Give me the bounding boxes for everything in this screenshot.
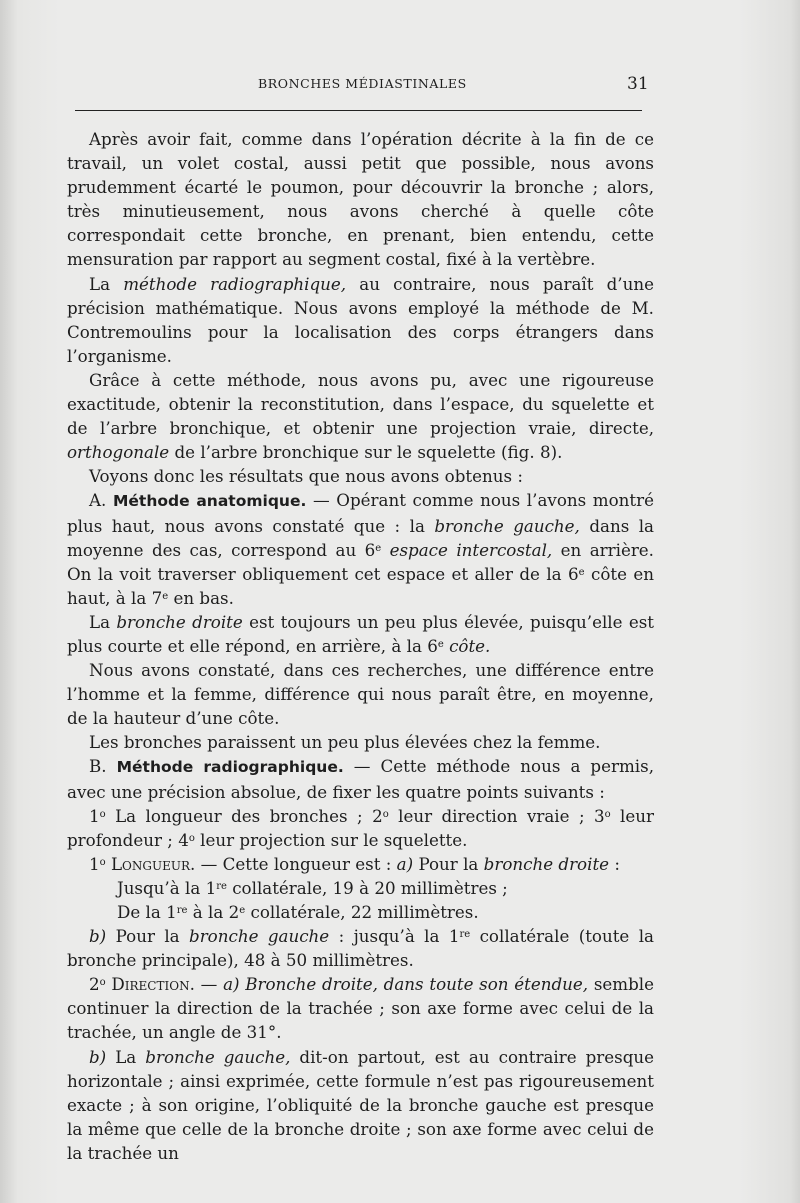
text-run: leur direction vraie ; 3 bbox=[388, 805, 605, 826]
superscript: re bbox=[176, 905, 188, 916]
paragraph-5 bbox=[67, 488, 654, 609]
text-run: côte en haut, à la 7 bbox=[67, 563, 654, 608]
italic-term: bronche droite bbox=[483, 853, 610, 874]
superscript: e bbox=[239, 905, 246, 916]
superscript: o bbox=[604, 808, 611, 820]
header-rule bbox=[75, 110, 642, 111]
superscript: e bbox=[437, 638, 444, 650]
italic-term: a) Bronche droite, dans toute son étendue, bbox=[223, 974, 589, 995]
text-run: 2 bbox=[89, 974, 100, 995]
italic-term: espace intercostal, bbox=[381, 539, 553, 560]
text-run: — Opérant comme nous l’avons montré plus haut, nous avons constaté que : la bbox=[67, 490, 654, 536]
text-run: La longueur des bronches ; 2 bbox=[105, 805, 383, 826]
italic-term: a) bbox=[396, 853, 414, 874]
superscript: o bbox=[99, 856, 106, 868]
page-number: 31 bbox=[627, 74, 649, 94]
text-run: leur projection sur le squelette. bbox=[194, 829, 468, 850]
text-run: dans la moyenne des cas, correspond au 6 bbox=[67, 515, 654, 560]
superscript: re bbox=[216, 880, 227, 892]
text-run: au contraire, nous paraît d’une précision mathématique. Nous avons employé la méthode de M. Contremoulins pour la localisation des corps étrangers dans l’organisme. bbox=[67, 273, 654, 366]
italic-term: côte. bbox=[443, 635, 491, 656]
text-run: en arrière. On la voit traverser obliquement cet espace et aller de la 6 bbox=[67, 539, 654, 584]
paragraph-4: Voyons donc les résultats que nous avons obtenus : bbox=[89, 466, 523, 487]
text-run: collatérale, 19 à 20 millimètres ; bbox=[226, 877, 508, 898]
subheading-direction: Direction. bbox=[105, 974, 195, 995]
superscript: re bbox=[459, 929, 471, 941]
text-run: De la 1 bbox=[117, 902, 177, 922]
text-run: à la 2 bbox=[187, 902, 240, 922]
superscript: e bbox=[162, 590, 169, 602]
text-run: collatérale, 22 millimètres. bbox=[245, 902, 479, 922]
paragraph-10 bbox=[67, 804, 654, 852]
measurement-line-1 bbox=[67, 876, 654, 900]
section-heading-radiographique: Méthode radiographique. bbox=[116, 758, 344, 777]
superscript: o bbox=[188, 832, 195, 844]
paragraph-8: Les bronches paraissent un peu plus élevées chez la femme. bbox=[89, 732, 601, 753]
text-run: La bbox=[106, 1046, 146, 1067]
text-run: 1 bbox=[89, 853, 100, 874]
italic-term: bronche gauche bbox=[189, 926, 330, 947]
text-run: La bbox=[89, 273, 124, 294]
text-run: Jusqu’à la 1 bbox=[117, 877, 217, 898]
text-run: de l’arbre bronchique sur le squelette (fig. 8). bbox=[169, 442, 563, 463]
section-heading-anatomique: Méthode anatomique. bbox=[112, 492, 307, 511]
subheading-longueur: Longueur. bbox=[105, 853, 196, 874]
paragraph-15 bbox=[67, 972, 654, 1044]
italic-term: bronche gauche, bbox=[434, 515, 580, 536]
paragraph-14 bbox=[67, 924, 654, 972]
text-run: La bbox=[89, 611, 117, 632]
italic-term: bronche droite bbox=[116, 611, 243, 632]
italic-term: orthogonale bbox=[67, 442, 170, 463]
text-run: semble continuer la direction de la trachée ; son axe forme avec celui de la trachée, un angle de 31°. bbox=[67, 974, 654, 1043]
text-run: Grâce à cette méthode, nous avons pu, avec une rigoureuse exactitude, obtenir la reconstitution, dans l’espace, du squelette et de l’arbre bronchique, et obtenir une projection vraie, directe, bbox=[67, 369, 654, 439]
running-title: BRONCHES MÉDIASTINALES bbox=[258, 76, 467, 91]
superscript: e bbox=[578, 566, 585, 578]
text-run: — Cette longueur est : bbox=[195, 853, 397, 874]
text-run: — bbox=[194, 974, 224, 995]
text-run: : jusqu’à la 1 bbox=[329, 926, 460, 947]
text-run: collatérale (toute la bronche principale), 48 à 50 millimètres. bbox=[67, 926, 654, 971]
section-label: B. bbox=[89, 756, 117, 777]
paragraph-7: Nous avons constaté, dans ces recherches, une différence entre l’homme et la femme, différence qui nous paraît être, en moyenne, de la hauteur d’une côte. bbox=[67, 660, 654, 729]
paragraph-1: Après avoir fait, comme dans l’opération décrite à la fin de ce travail, un volet costal, aussi petit que possible, nous avons prudemment écarté le poumon, pour découvrir la bronche ; alors, très minutieusement, nous avons cherché à quelle côte correspondait cette bronche, en prenant, bien entendu, cette mensuration par rapport au segment costal, fixé à la vertèbre. bbox=[67, 129, 654, 270]
text-run: en bas. bbox=[168, 587, 234, 608]
text-run: est toujours un peu plus élevée, puisqu’elle est plus courte et elle répond, en arrière, à la 6 bbox=[67, 611, 654, 656]
text-run: leur profondeur ; 4 bbox=[67, 805, 654, 850]
text-run: dit-on partout, est au contraire presque horizontale ; ainsi exprimée, cette formule n’est pas rigoureusement exacte ; à son origine, l’obliquité de la bronche gauche est presque la même que celle de la bronche droite ; son axe forme avec celui de la trachée un bbox=[67, 1046, 655, 1163]
italic-term: méthode radiographique, bbox=[123, 273, 347, 294]
paragraph-9 bbox=[67, 754, 654, 803]
superscript: e bbox=[375, 542, 382, 554]
paragraph-16 bbox=[67, 1045, 654, 1165]
paragraph-2 bbox=[67, 272, 654, 368]
superscript: o bbox=[382, 808, 389, 820]
section-label: A. bbox=[89, 490, 113, 511]
superscript: o bbox=[99, 808, 106, 820]
italic-term: b) bbox=[89, 1046, 107, 1067]
body-text bbox=[67, 127, 654, 1165]
italic-term: bronche gauche, bbox=[145, 1046, 291, 1067]
paragraph-6 bbox=[67, 610, 654, 658]
text-run: — Cette méthode nous a permis, avec une précision absolue, de fixer les quatre points suivants : bbox=[67, 756, 654, 802]
italic-term: b) bbox=[89, 926, 107, 947]
text-run: 1 bbox=[89, 805, 100, 826]
text-run: Pour la bbox=[413, 853, 484, 874]
paragraph-11 bbox=[67, 852, 654, 876]
measurement-line-2 bbox=[67, 900, 654, 924]
superscript: o bbox=[99, 977, 106, 989]
paragraph-3 bbox=[67, 368, 654, 464]
text-run: Pour la bbox=[106, 926, 190, 947]
text-run: : bbox=[609, 853, 620, 874]
